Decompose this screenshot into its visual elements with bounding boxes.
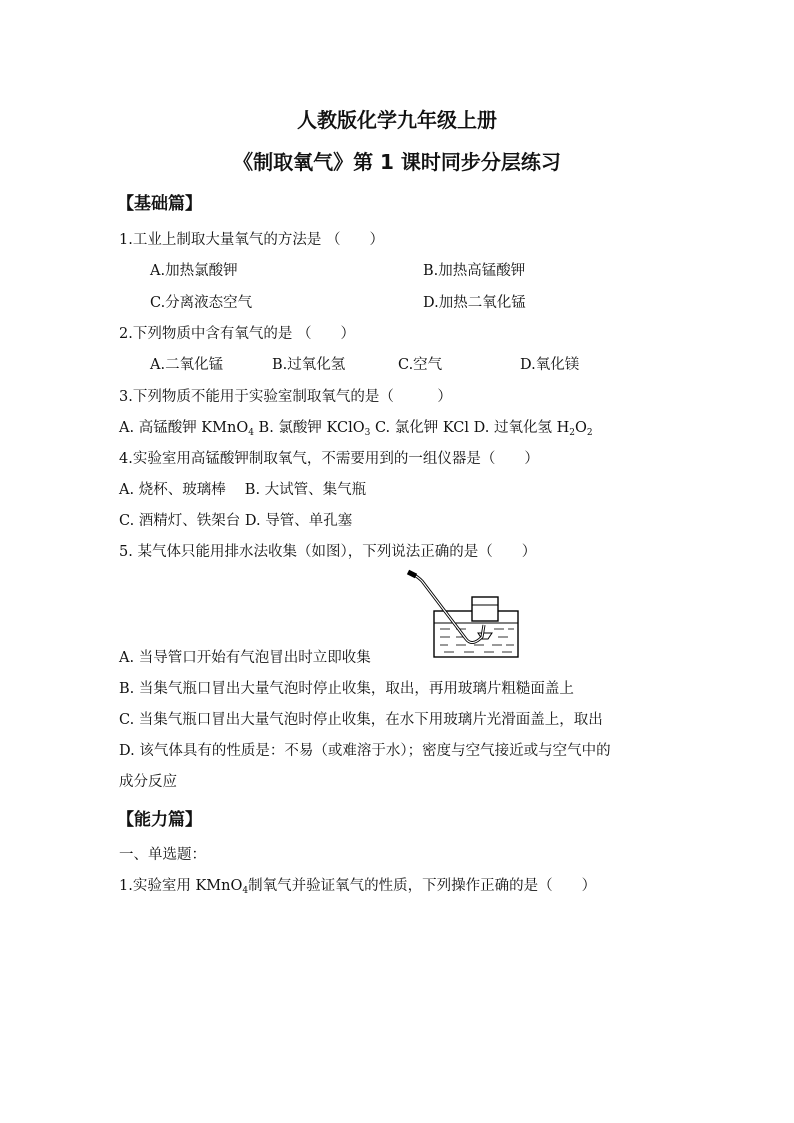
- ability-q1-stem: [119, 874, 596, 895]
- q3-option-d-sub1: 2: [569, 428, 575, 438]
- part-one-heading: 一、单选题：: [119, 847, 206, 863]
- q5-option-d-line2: 成分反应: [119, 774, 177, 790]
- q1-option-b: B.加热高锰酸钾: [423, 263, 526, 279]
- q5-option-a: A. 当导管口开始有气泡冒出时立即收集: [119, 650, 371, 666]
- q3-stem: 3.下列物质不能用于实验室制取氧气的是（ ）: [119, 389, 452, 405]
- tube-end: [408, 572, 416, 576]
- ability-q1-pre: 1.实验室用 KMnO: [119, 878, 243, 894]
- q3-option-d-o: O: [574, 420, 587, 436]
- q1-option-a: A.加热氯酸钾: [150, 263, 238, 279]
- section-ability: 【能力篇】: [117, 810, 202, 830]
- ability-q1-post: 制氧气并验证氧气的性质，下列操作正确的是（ ）: [248, 878, 597, 894]
- q2-option-b: B.过氧化氢: [272, 357, 346, 373]
- q2-stem: 2.下列物质中含有氧气的是 （ ）: [119, 326, 355, 342]
- q4-options-ab: A. 烧杯、玻璃棒 B. 大试管、集气瓶: [119, 482, 367, 498]
- q2-option-a: A.二氧化锰: [150, 357, 224, 373]
- q5-stem: 5. 某气体只能用排水法收集（如图），下列说法正确的是（ ）: [119, 544, 537, 560]
- q3-option-a-subscript: 4: [248, 428, 254, 438]
- q3-option-d-sub2: 2: [586, 428, 593, 438]
- section-basic: 【基础篇】: [117, 194, 202, 214]
- q3-option-b-subscript: 3: [364, 428, 371, 438]
- doc-subtitle: 《制取氧气》第 1 课时同步分层练习: [233, 150, 561, 174]
- q3-options: [119, 416, 593, 437]
- q5-option-d-line1: D. 该气体具有的性质是：不易（或难溶于水）；密度与空气接近或与空气中的: [119, 743, 611, 759]
- q1-option-d: D.加热二氧化锰: [423, 295, 526, 311]
- q1-stem: 1.工业上制取大量氧气的方法是 （ ）: [119, 232, 384, 248]
- q3-option-a: A. 高锰酸钾 KMnO: [119, 420, 249, 436]
- q3-option-cd: C. 氯化钾 KCl D. 过氧化氢 H: [370, 420, 570, 436]
- doc-title: 人教版化学九年级上册: [297, 108, 497, 132]
- q3-option-b: B. 氯酸钾 KClO: [253, 420, 365, 436]
- q5-option-b: B. 当集气瓶口冒出大量气泡时停止收集，取出，再用玻璃片粗糙面盖上: [119, 681, 574, 697]
- q4-options-cd: C. 酒精灯、铁架台 D. 导管、单孔塞: [119, 513, 353, 529]
- q1-option-c: C.分离液态空气: [150, 295, 253, 311]
- water-displacement-apparatus-figure: [404, 567, 524, 663]
- q5-option-c: C. 当集气瓶口冒出大量气泡时停止收集，在水下用玻璃片光滑面盖上，取出: [119, 712, 603, 728]
- q2-option-d: D.氧化镁: [520, 357, 580, 373]
- gas-collecting-bottle: [472, 597, 498, 621]
- q2-option-c: C.空气: [398, 357, 443, 373]
- ability-q1-subscript: 4: [242, 886, 249, 896]
- q4-stem: 4.实验室用高锰酸钾制取氧气，不需要用到的一组仪器是（ ）: [119, 451, 539, 467]
